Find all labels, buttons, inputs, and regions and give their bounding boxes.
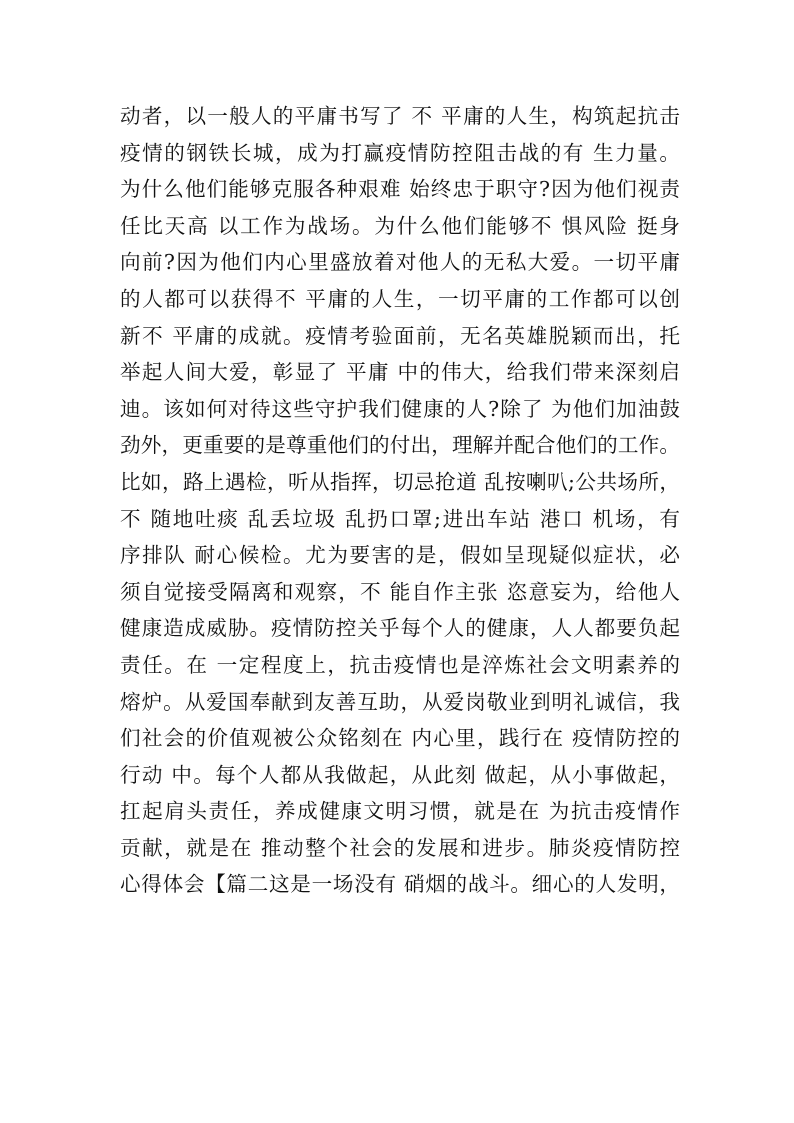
text-line: 的人都可以获得不 平庸的人生，一切平庸的工作都可以创 [120,286,680,311]
text-line: 疫情的钢铁长城，成为打赢疫情防控阻击战的有 生力量。 [120,140,680,165]
text-line: 劲外，更重要的是尊重他们的付出，理解并配合他们的工作。 [120,433,680,458]
text-line: 举起人间大爱，彰显了 平庸 中的伟大，给我们带来深刻启 [120,360,680,385]
text-line: 动者，以一般人的平庸书写了 不 平庸的人生，构筑起抗击 [120,104,680,128]
text-line: 迪。该如何对待这些守护我们健康的人?除了 为他们加油鼓 [120,396,680,421]
text-line: 须自觉接受隔离和观察，不 能自作主张 恣意妄为，给他人 [120,579,680,604]
text-line: 任比天高 以工作为战场。为什么他们能够不 惧风险 挺身 [120,213,680,238]
text-line: 行动 中。每个人都从我做起，从此刻 做起，从小事做起， [120,762,680,787]
text-line: 扛起肩头责任，养成健康文明习惯，就是在 为抗击疫情作 [120,799,680,824]
text-line: 贡献，就是在 推动整个社会的发展和进步。肺炎疫情防控 [120,835,680,860]
text-line: 责任。在 一定程度上，抗击疫情也是淬炼社会文明素养的 [120,652,680,677]
text-line: 熔炉。从爱国奉献到友善互助，从爱岗敬业到明礼诚信，我 [120,689,680,714]
text-line: 为什么他们能够克服各种艰难 始终忠于职守?因为他们视责 [120,177,680,202]
text-line: 序排队 耐心候检。尤为要害的是，假如呈现疑似症状，必 [120,543,680,568]
text-line: 不 随地吐痰 乱丢垃圾 乱扔口罩;进出车站 港口 机场，有 [120,506,680,531]
text-line: 们社会的价值观被公众铭刻在 内心里，践行在 疫情防控的 [120,726,680,751]
text-line: 心得体会【篇二这是一场没有 硝烟的战斗。细心的人发明， [120,872,680,897]
text-line: 向前?因为他们内心里盛放着对他人的无私大爱。一切平庸 [120,250,680,275]
text-line: 健康造成威胁。疫情防控关乎每个人的健康，人人都要负起 [120,616,680,641]
text-line: 比如，路上遇检，听从指挥，切忌抢道 乱按喇叭;公共场所， [120,469,680,494]
body-text [120,98,680,903]
text-line: 新不 平庸的成就。疫情考验面前，无名英雄脱颖而出，托 [120,323,680,348]
